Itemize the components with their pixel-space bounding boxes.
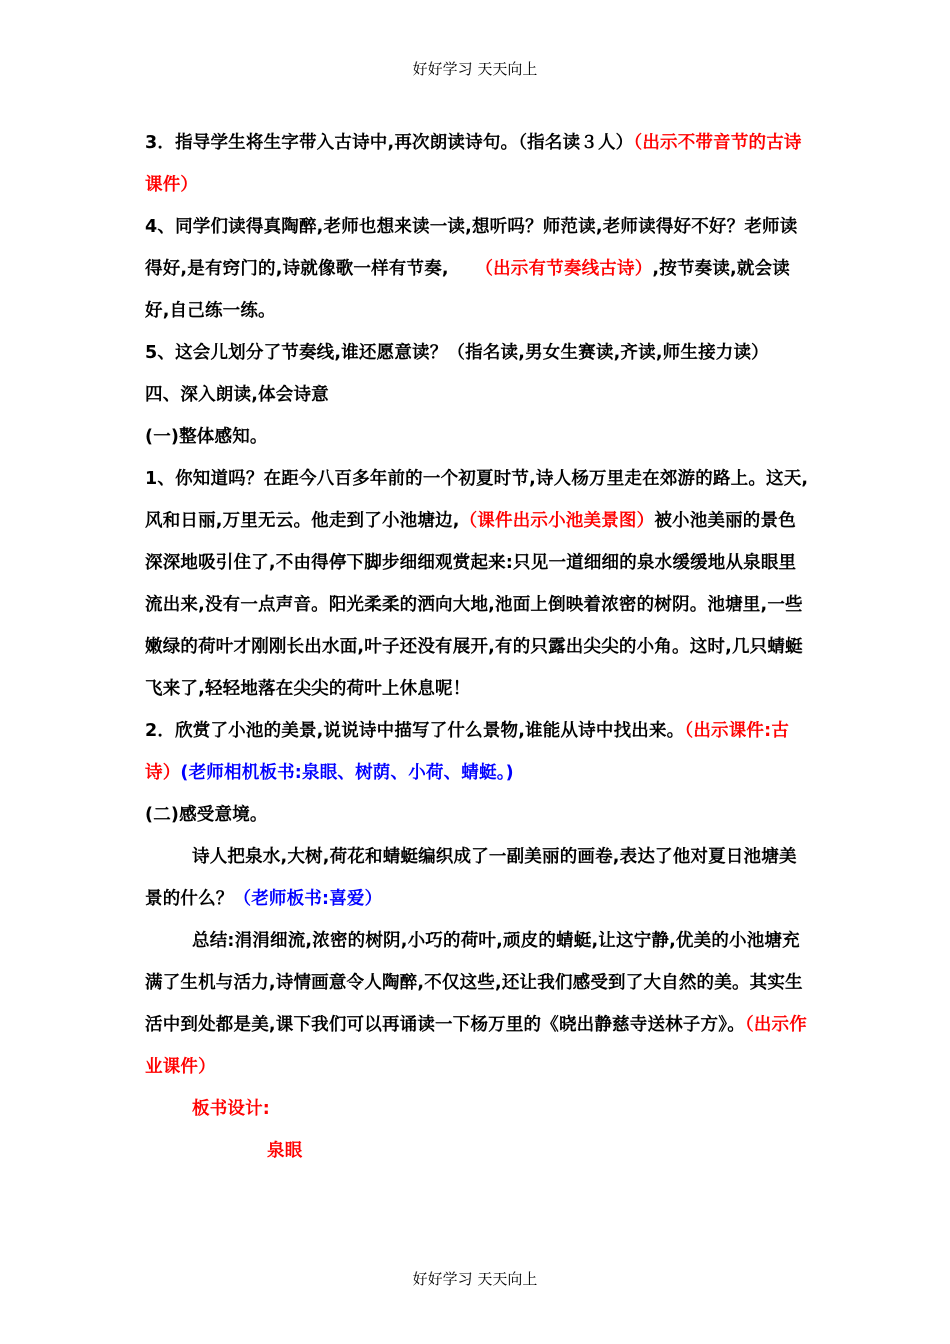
p9-blue-note: （老师板书:喜爱） <box>233 889 383 909</box>
p6-text-1: 1、你知道吗？在距今八百多年前的一个初夏时节,诗人杨万里走在郊游的路上。这天,风和日丽,万里无云。他走到了小池塘边, <box>145 469 809 531</box>
p2-text-1: 4、同学们读得真陶醉,老师也想来读一读,想听吗？师范读,老师读得好不好？老师读得好,是有窍门的,诗就像歌一样有节奏, <box>145 217 798 279</box>
paragraph-poet-summary <box>145 836 810 920</box>
board-design-title: 板书设计: <box>192 1099 270 1119</box>
subsection-heading-1: (一)整体感知。 <box>145 427 268 447</box>
paragraph-intro-story <box>145 458 810 710</box>
page-footer: 好好学习 天天向上 <box>412 1270 538 1288</box>
p10-text-1: 总结:涓涓细流,浓密的树阴,小巧的荷叶,顽皮的蜻蜓,让这宁静,优美的小池塘充满了生机与活力,诗情画意令人陶醉,不仅这些,还让我们感受到了大自然的美。其实生活中到处都是美,课下我们可以再诵读一下杨万里的《晓出静慈寺送林子方》。 <box>145 931 803 1035</box>
paragraph-step-2 <box>145 710 810 794</box>
p9-text-1: 诗人把泉水,大树,荷花和蜻蜓编织成了一副美丽的画卷,表达了他对夏日池塘美景的什么？ <box>145 847 797 909</box>
p1-text: 3．指导学生将生字带入古诗中,再次朗读诗句。（指名读３人） <box>145 133 634 153</box>
document-body <box>145 122 810 1172</box>
p6-text-2: 被小池美丽的景色深深地吸引住了,不由得停下脚步细细观赏起来:只见一道细细的泉水缓缓地从泉眼里流出来,没有一点声音。阳光柔柔的洒向大地,池面上倒映着浓密的树阴。池塘里,一些嫩绿的荷叶才刚刚长出水面,叶子还没有展开,有的只露出尖尖的小角。这时,几只蜻蜓飞来了,轻轻地落在尖尖的荷叶上休息呢！ <box>145 511 803 699</box>
p10-red-note: （出示作业课件） <box>145 1015 807 1077</box>
p7-blue-note: (老师相机板书:泉眼、树荫、小荷、蜻蜓。) <box>180 763 514 783</box>
p2-text-2: ,按节奏读,就会读好,自己练一练。 <box>145 259 791 321</box>
p7-text-1: 2．欣赏了小池的美景,说说诗中描写了什么景物,谁能从诗中找出来。 <box>145 721 685 741</box>
paragraph-step-4 <box>145 206 810 332</box>
section-heading-4: 四、深入朗读,体会诗意 <box>145 385 329 405</box>
paragraph-step-3 <box>145 122 810 206</box>
page-header: 好好学习 天天向上 <box>412 60 538 78</box>
p2-red-note: （出示有节奏线古诗） <box>484 259 653 279</box>
paragraph-conclusion <box>145 920 810 1088</box>
p6-red-note: （课件出示小池美景图） <box>459 511 655 531</box>
p7-red-note: （出示课件:古诗） <box>145 721 790 783</box>
subsection-heading-2: (二)感受意境。 <box>145 805 268 825</box>
board-design-item: 泉眼 <box>267 1141 303 1161</box>
p1-red-note: （出示不带音节的古诗课件） <box>145 133 802 195</box>
paragraph-step-5: 5、这会儿划分了节奏线,谁还愿意读？（指名读,男女生赛读,齐读,师生接力读） <box>145 343 769 363</box>
